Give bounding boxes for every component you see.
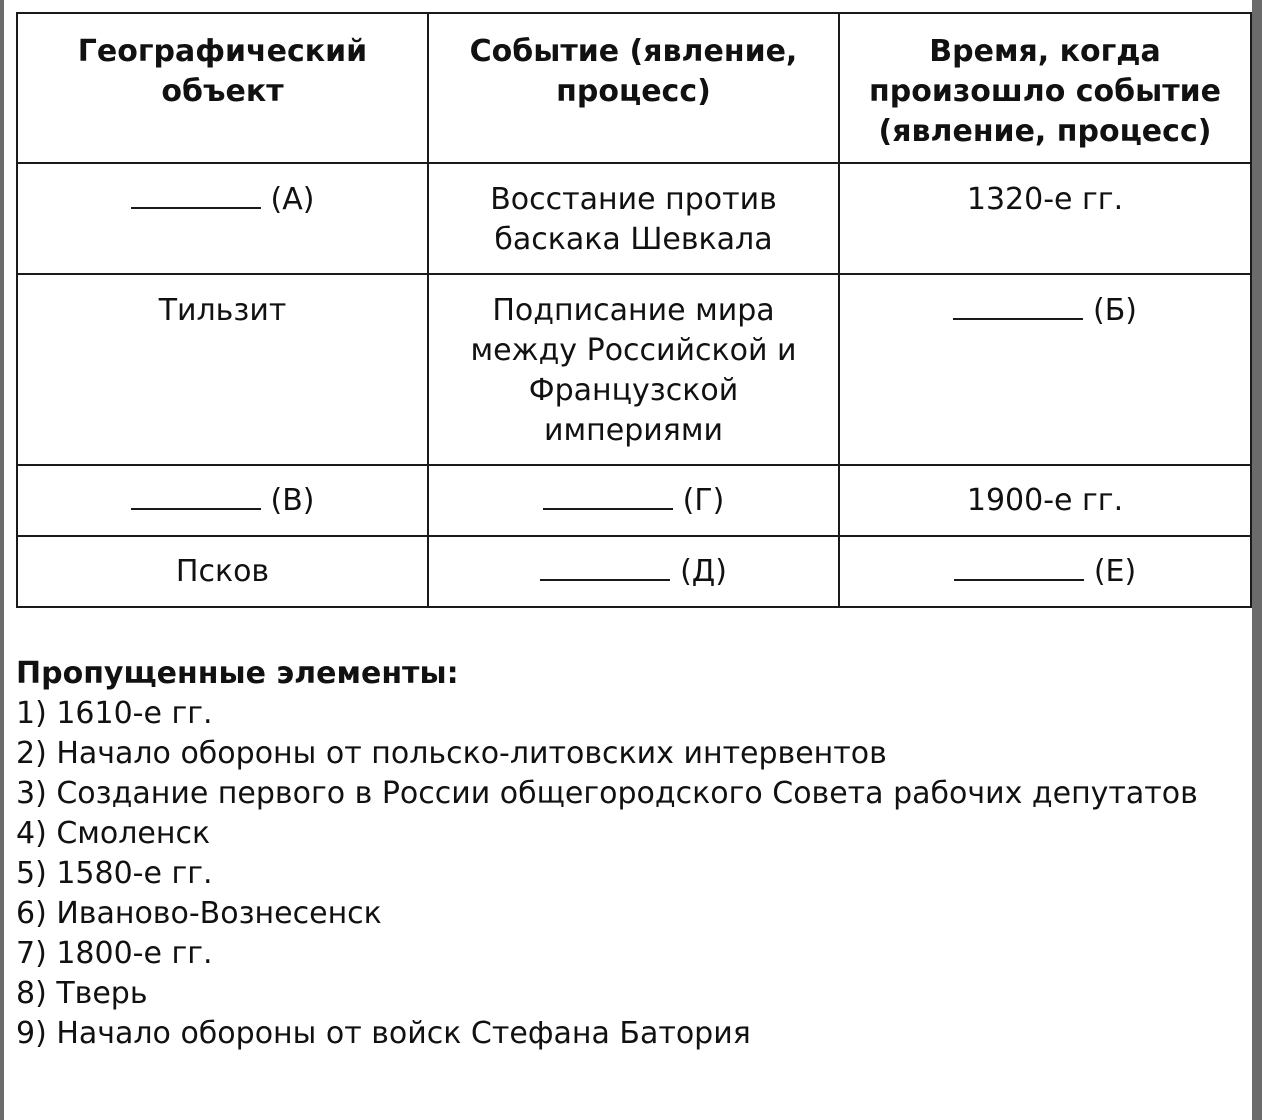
table-header-row <box>17 13 1251 163</box>
document-page <box>4 0 1252 1120</box>
list-item: 1) 1610-е гг. <box>16 696 213 731</box>
table-row <box>17 163 1251 274</box>
table-cell: Тильзит <box>17 274 428 465</box>
list-item: 9) Начало обороны от войск Стефана Батория <box>16 1016 751 1051</box>
blank-line <box>131 482 261 510</box>
cell-text: (А) <box>270 182 315 217</box>
table-cell <box>839 274 1251 465</box>
events-table <box>16 12 1252 608</box>
missing-elements-title: Пропущенные элементы: <box>16 656 459 691</box>
blank-line <box>953 292 1083 320</box>
table-row <box>17 274 1251 465</box>
table-cell: 1320-е гг. <box>839 163 1251 274</box>
table-cell <box>428 465 839 536</box>
list-item: 4) Смоленск <box>16 816 211 851</box>
cell-text: (Е) <box>1093 553 1137 589</box>
table-cell <box>839 536 1251 607</box>
header-event: Событие (явление, процесс) <box>428 13 839 163</box>
list-item: 8) Тверь <box>16 976 148 1011</box>
table-row <box>17 536 1251 607</box>
table-cell: Восстание против баскака Шевкала <box>428 163 839 274</box>
list-item: 2) Начало обороны от польско-литовских интервентов <box>16 736 887 771</box>
table-cell: Подписание мира между Российской и Французской империями <box>428 274 839 465</box>
table-cell <box>428 536 839 607</box>
header-geo-object: Географический объект <box>17 13 428 163</box>
blank-line <box>954 553 1084 581</box>
table-cell: Псков <box>17 536 428 607</box>
cell-text: (Г) <box>682 482 725 518</box>
blank-line <box>540 553 670 581</box>
table-row <box>17 465 1251 536</box>
cell-text: (В) <box>270 482 315 518</box>
table-cell: 1900-е гг. <box>839 465 1251 536</box>
list-item: 7) 1800-е гг. <box>16 936 213 971</box>
list-item: 3) Создание первого в России общегородского Совета рабочих депутатов <box>16 776 1198 811</box>
header-time: Время, когда произошло событие (явление, процесс) <box>839 13 1251 163</box>
cell-text: (Д) <box>680 553 727 589</box>
list-item: 5) 1580-е гг. <box>16 856 213 891</box>
table-cell <box>17 163 428 274</box>
cell-text: (Б) <box>1093 293 1137 328</box>
list-item: 6) Иваново-Вознесенск <box>16 896 382 931</box>
table-cell <box>17 465 428 536</box>
missing-elements-section <box>16 654 1236 1054</box>
blank-line <box>131 181 261 209</box>
blank-line <box>543 482 673 510</box>
